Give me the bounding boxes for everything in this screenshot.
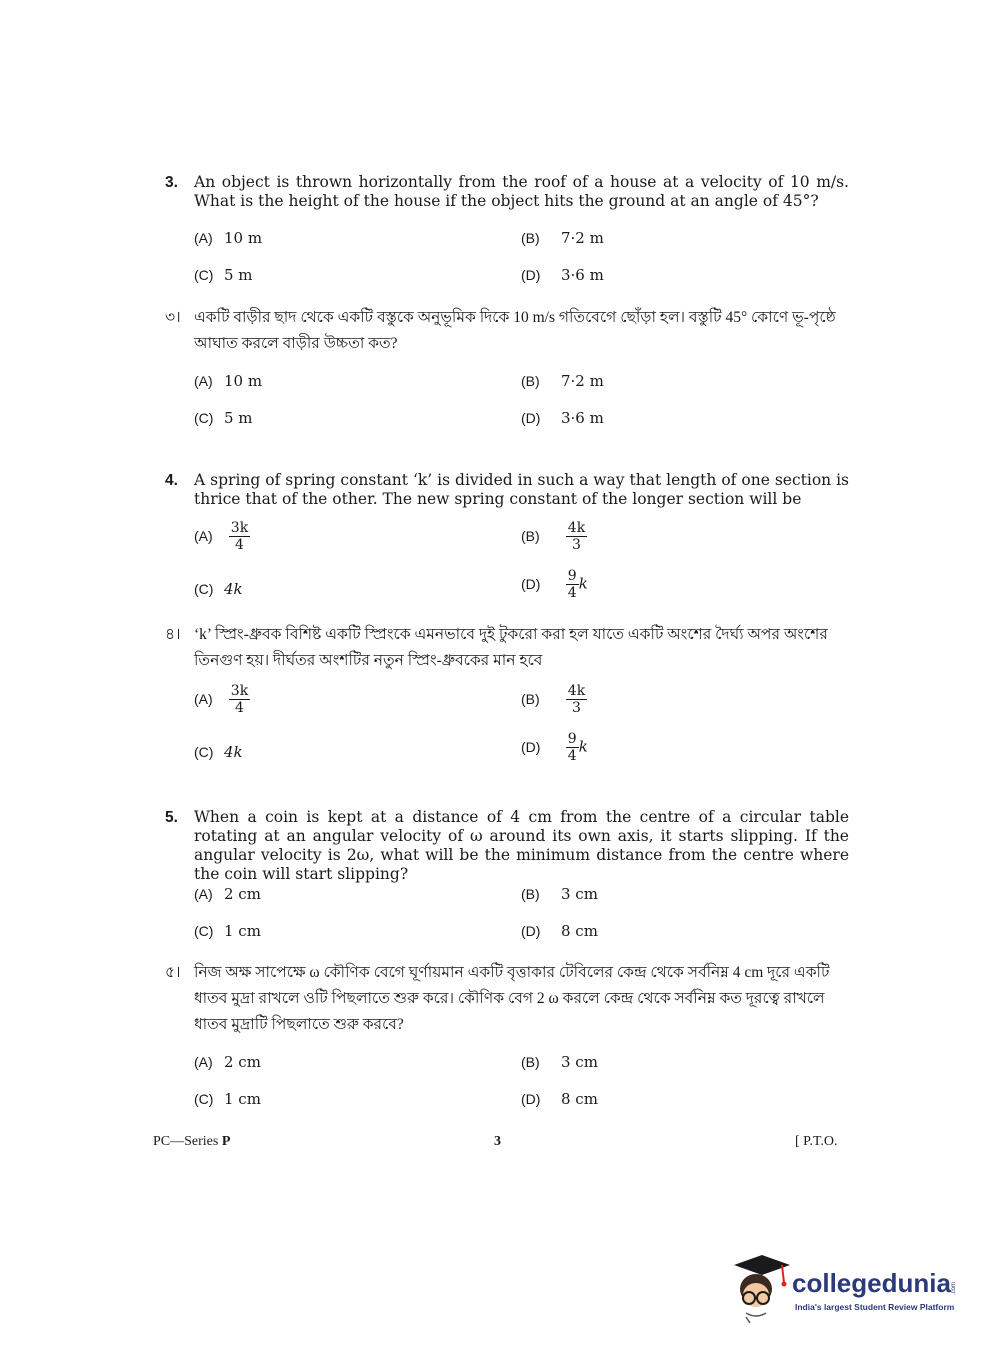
q4-option-a-numerator: 3k bbox=[230, 520, 249, 536]
question-4-text: A spring of spring constant ‘k’ is divided in such a way that length of one section is thrice that of the other. The new spring constant of the longer section will be bbox=[194, 471, 849, 508]
question-4-bn-number: ৪। bbox=[165, 626, 181, 643]
q3-option-d-label: (D) bbox=[521, 267, 541, 283]
q4-bn-option-c-value: 4k bbox=[224, 743, 243, 761]
q4-option-b-label: (B) bbox=[521, 527, 540, 544]
q4-option-a-label: (A) bbox=[194, 527, 213, 544]
q3-bn-option-d-label: (D) bbox=[521, 410, 541, 426]
question-5-bn-text: নিজ অক্ষ সাপেক্ষে ω কৌণিক বেগে ঘূর্ণায়মান একটি বৃত্তাকার টেবিলের কেন্দ্র থেকে সর্বনিম্ন 4 cm দূরে একটি ধাতব মুদ্রা রাখলে ওটি পিছলাতে শুরু করে। কৌণিক বেগ 2 ω করলে কেন্দ্র থেকে সর্বনিম্ন কত দূরত্বে রাখলে ধাতব মুদ্রাটি পিছলাতে শুরু করবে? bbox=[194, 964, 830, 1033]
q5-option-d-label: (D) bbox=[521, 923, 541, 939]
q3-bn-option-b-label: (B) bbox=[521, 373, 540, 389]
q3-bn-option-d-value: 3·6 m bbox=[561, 409, 604, 427]
q5-option-a-value: 2 cm bbox=[224, 885, 261, 903]
q4-bn-option-b-numerator: 4k bbox=[567, 683, 586, 699]
question-4-number: 4. bbox=[165, 472, 178, 489]
q5-bn-option-b-value: 3 cm bbox=[561, 1053, 598, 1071]
question-5-number: 5. bbox=[165, 809, 178, 826]
q3-option-a bbox=[194, 229, 262, 247]
q5-option-b bbox=[521, 885, 598, 903]
q3-option-a-label: (A) bbox=[194, 230, 213, 246]
q5-option-b-value: 3 cm bbox=[561, 885, 598, 903]
q5-bn-option-c-label: (C) bbox=[194, 1091, 214, 1107]
q5-bn-option-b-label: (B) bbox=[521, 1054, 540, 1070]
q5-bn-option-a-value: 2 cm bbox=[224, 1053, 261, 1071]
question-4-bn-text: ‘k’ স্প্রিং-ধ্রুবক বিশিষ্ট একটি স্প্রিংকে এমনভাবে দুই টুকরো করা হল যাতে একটি অংশের দৈর্ঘ্য অপর অংশের তিনগুণ হয়। দীর্ঘতর অংশটির নতুন স্প্রিং-ধ্রুবকের মান হবে bbox=[194, 626, 828, 669]
collegedunia-mascot-icon bbox=[732, 1253, 792, 1323]
q5-option-c-label: (C) bbox=[194, 923, 214, 939]
q3-option-b-value: 7·2 m bbox=[561, 229, 604, 247]
q4-option-d-label: (D) bbox=[521, 575, 541, 592]
q3-bn-option-a-value: 10 m bbox=[224, 372, 263, 390]
q4-bn-option-b-denominator: 3 bbox=[572, 700, 581, 716]
q5-option-b-label: (B) bbox=[521, 886, 540, 902]
q4-bn-option-d-label: (D) bbox=[521, 738, 541, 755]
q4-option-d-fraction bbox=[566, 568, 579, 601]
q4-bn-option-c-label: (C) bbox=[194, 744, 214, 760]
q3-option-c-value: 5 m bbox=[224, 266, 253, 284]
q3-option-c-label: (C) bbox=[194, 267, 214, 283]
logo-dotcom: .com bbox=[951, 1282, 957, 1296]
q4-bn-option-b bbox=[521, 683, 587, 716]
q3-option-b bbox=[521, 229, 604, 247]
q4-bn-option-b-label: (B) bbox=[521, 690, 540, 707]
q4-option-d-numerator: 9 bbox=[567, 568, 577, 584]
question-5-text: When a coin is kept at a distance of 4 cm from the centre of a circular table rotating at an angular velocity of ω around its own axis, it starts slipping. If the angular velocity is 2ω, what will be the minimum distance from the centre where the coin will start slipping? bbox=[194, 808, 849, 883]
q5-bn-option-b bbox=[521, 1053, 598, 1071]
q5-option-a-label: (A) bbox=[194, 886, 213, 902]
q4-option-c bbox=[194, 580, 243, 598]
q4-option-b-denominator: 3 bbox=[572, 537, 581, 553]
q3-option-a-value: 10 m bbox=[224, 229, 263, 247]
q4-option-a bbox=[194, 520, 250, 553]
question-3-bn-number: ৩। bbox=[165, 309, 181, 326]
q3-bn-option-b-value: 7·2 m bbox=[561, 372, 604, 390]
q5-bn-option-a-label: (A) bbox=[194, 1054, 213, 1070]
question-3-text: An object is thrown horizontally from the roof of a house at a velocity of 10 m/s. What is the height of the house if the object hits the ground at an angle of 45°? bbox=[194, 173, 849, 210]
q5-option-c bbox=[194, 922, 261, 940]
q5-bn-option-a bbox=[194, 1053, 261, 1071]
logo-brand: collegedunia bbox=[792, 1268, 951, 1298]
footer-page-number: 3 bbox=[494, 1134, 501, 1149]
q5-bn-option-d bbox=[521, 1090, 598, 1108]
q3-bn-option-c-value: 5 m bbox=[224, 409, 253, 427]
question-5-bn-number: ৫। bbox=[165, 964, 181, 981]
q3-option-b-label: (B) bbox=[521, 230, 540, 246]
q4-option-a-fraction bbox=[229, 520, 250, 553]
q4-bn-option-a-label: (A) bbox=[194, 690, 213, 707]
q5-bn-option-d-label: (D) bbox=[521, 1091, 541, 1107]
q4-bn-option-b-fraction bbox=[566, 683, 587, 716]
footer-series-letter: P bbox=[221, 1134, 231, 1149]
q3-bn-option-a-label: (A) bbox=[194, 373, 213, 389]
q3-bn-option-c bbox=[194, 409, 253, 427]
footer-series-prefix: PC—Series bbox=[153, 1134, 222, 1149]
q4-bn-option-a-fraction bbox=[229, 683, 250, 716]
q3-bn-option-b bbox=[521, 372, 604, 390]
q5-option-d bbox=[521, 922, 598, 940]
q4-option-a-denominator: 4 bbox=[235, 537, 244, 553]
footer-pto: [ P.T.O. bbox=[795, 1134, 838, 1149]
q4-bn-option-d-k: k bbox=[578, 737, 588, 756]
q4-bn-option-a bbox=[194, 683, 250, 716]
q4-option-d-denominator: 4 bbox=[567, 585, 577, 601]
q4-option-d-k: k bbox=[578, 574, 588, 593]
q4-option-b-fraction bbox=[566, 520, 587, 553]
q3-option-d-value: 3·6 m bbox=[561, 266, 604, 284]
q5-bn-option-d-value: 8 cm bbox=[561, 1090, 598, 1108]
q5-bn-option-c bbox=[194, 1090, 261, 1108]
q5-option-a bbox=[194, 885, 261, 903]
q3-option-c bbox=[194, 266, 253, 284]
footer-series bbox=[153, 1134, 230, 1150]
q5-bn-option-c-value: 1 cm bbox=[224, 1090, 261, 1108]
q4-bn-option-d-numerator: 9 bbox=[567, 731, 577, 747]
q4-bn-option-d-denominator: 4 bbox=[567, 748, 577, 764]
q4-option-d bbox=[521, 568, 588, 601]
q5-option-d-value: 8 cm bbox=[561, 922, 598, 940]
q4-bn-option-a-denominator: 4 bbox=[235, 700, 244, 716]
q3-bn-option-a bbox=[194, 372, 262, 390]
q4-option-c-value: 4k bbox=[224, 580, 243, 598]
q4-bn-option-c bbox=[194, 743, 243, 761]
q5-option-c-value: 1 cm bbox=[224, 922, 261, 940]
q4-option-c-label: (C) bbox=[194, 581, 214, 597]
q3-bn-option-c-label: (C) bbox=[194, 410, 214, 426]
q4-option-b bbox=[521, 520, 587, 553]
question-3-bn-text: একটি বাড়ীর ছাদ থেকে একটি বস্তুকে অনুভূমিক দিকে 10 m/s গতিবেগে ছোঁড়া হল। বস্তুটি 45° কোণে ভূ-পৃষ্ঠে আঘাত করলে বাড়ীর উচ্চতা কত? bbox=[194, 309, 836, 352]
q4-bn-option-d bbox=[521, 731, 588, 764]
logo-tagline: India's largest Student Review Platform bbox=[795, 1302, 955, 1312]
q4-option-b-numerator: 4k bbox=[567, 520, 586, 536]
q4-bn-option-a-numerator: 3k bbox=[230, 683, 249, 699]
q4-bn-option-d-fraction bbox=[566, 731, 579, 764]
question-3-number: 3. bbox=[165, 174, 178, 191]
q3-option-d bbox=[521, 266, 604, 284]
q3-bn-option-d bbox=[521, 409, 604, 427]
